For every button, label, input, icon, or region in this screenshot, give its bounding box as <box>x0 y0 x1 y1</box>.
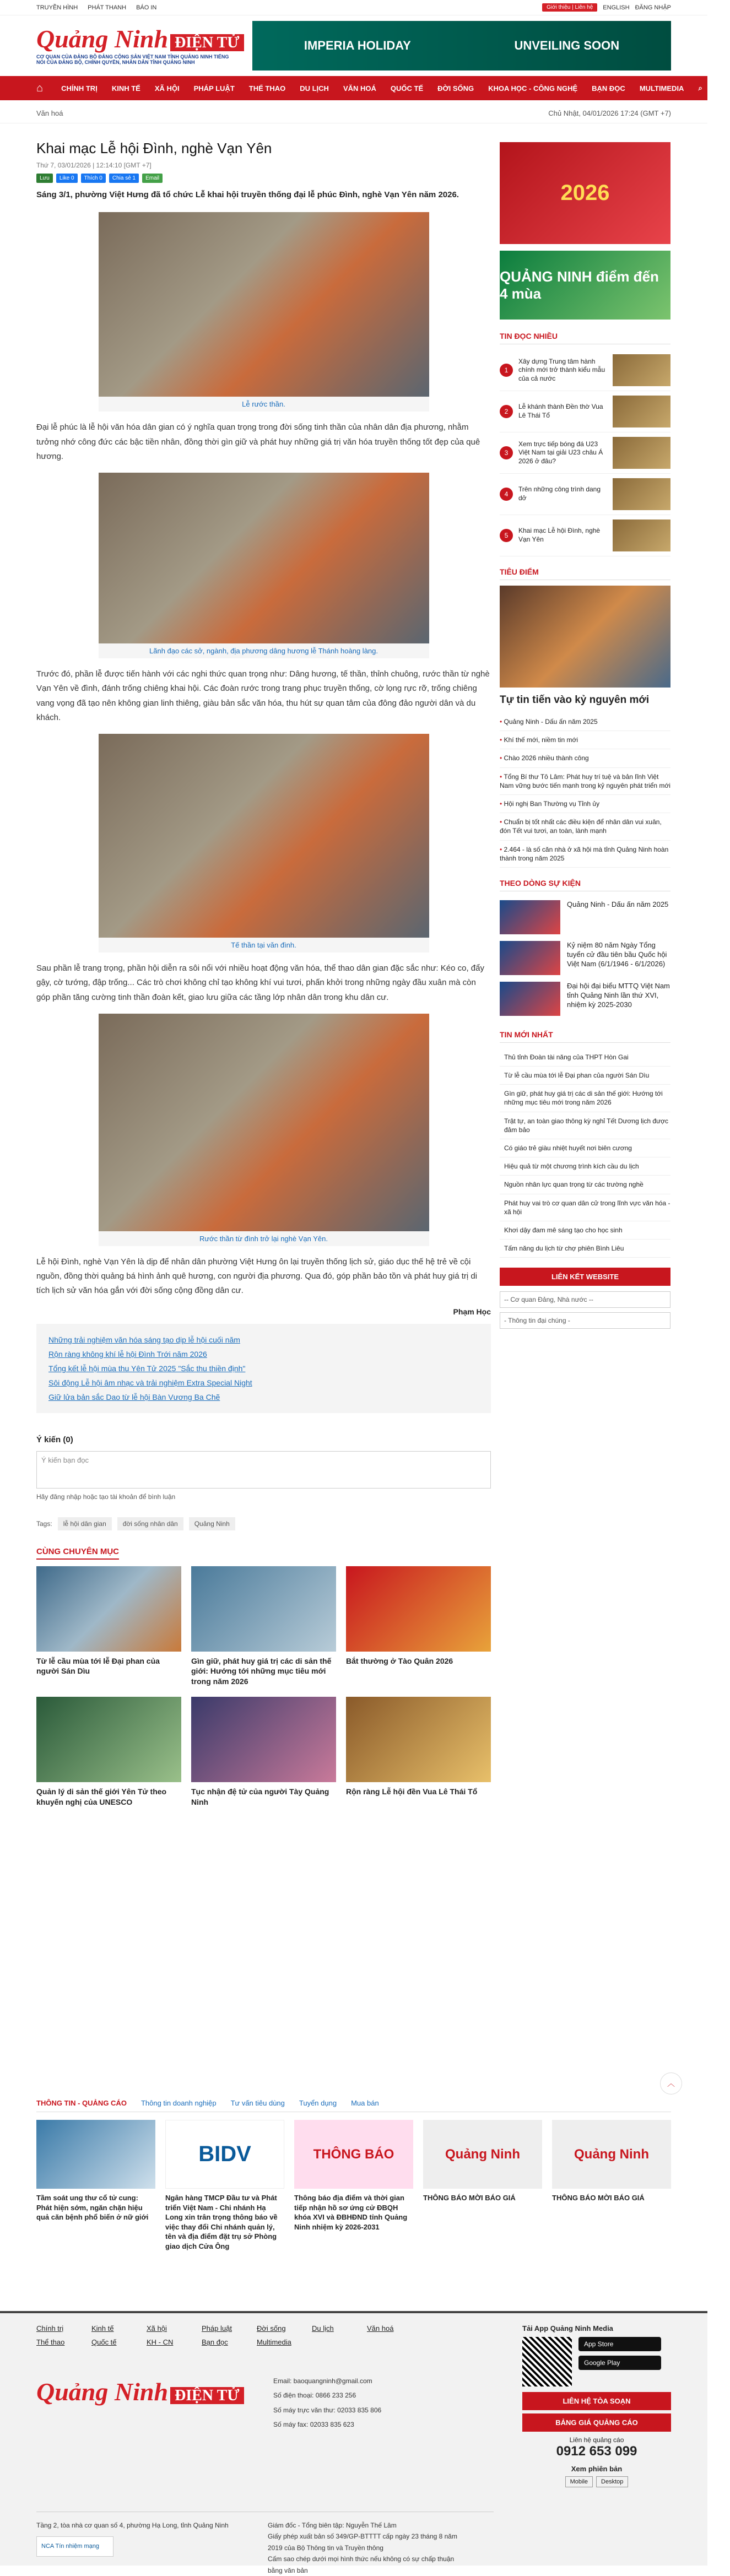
event-item[interactable]: Đại hội đại biểu MTTQ Việt Nam tỉnh Quảng Ninh lần thứ XVI, nhiệm kỳ 2025-2030 <box>500 978 670 1019</box>
footer-link[interactable]: Thể thao <box>36 2338 65 2346</box>
related-link[interactable]: Tổng kết lễ hội mùa thu Yên Tử 2025 "Sắc thu thiền định" <box>48 1363 246 1373</box>
sidebar-heading: TIN ĐỌC NHIỀU <box>500 332 670 344</box>
contact-newsroom-button[interactable]: LIÊN HỆ TÒA SOẠN <box>522 2392 671 2410</box>
mobile-button[interactable]: Mobile <box>565 2476 593 2487</box>
share-button[interactable]: Chia sẻ 1 <box>109 174 139 183</box>
sidebar-ad[interactable]: 2026 <box>500 142 670 244</box>
english-link[interactable]: ENGLISH <box>603 4 630 11</box>
ranked-item[interactable]: 2 Lễ khánh thành Đền thờ Vua Lê Thái Tổ <box>500 391 670 432</box>
article-sapo: Sáng 3/1, phường Việt Hưng đã tổ chức Lễ khai hội truyền thống đại lễ phúc Đình, nghè Vạn Yên năm 2026. <box>36 190 459 199</box>
back-to-top-icon[interactable]: ︿ <box>660 2072 682 2095</box>
list-item[interactable]: • Chuẩn bị tốt nhất các điều kiện để nhân dân vui xuân, đón Tết vui tươi, an toàn, lành mạnh <box>500 813 670 840</box>
list-item[interactable]: • Quảng Ninh - Dấu ấn năm 2025 <box>500 713 670 731</box>
related-list <box>36 1324 491 1413</box>
radio-link[interactable]: PHÁT THANH <box>88 4 127 11</box>
latest-item[interactable]: Có giáo trẻ giàu nhiệt huyết nơi biên cương <box>500 1139 670 1157</box>
tag[interactable]: Quảng Ninh <box>189 1517 235 1530</box>
news-card[interactable]: Tục nhận đệ tử của người Tày Quảng Ninh <box>191 1697 336 1807</box>
tab-ads[interactable]: THÔNG TIN - QUẢNG CÁO <box>36 2099 127 2107</box>
nav-item[interactable]: THỂ THAO <box>248 84 286 93</box>
nav-item[interactable]: KINH TẾ <box>111 84 140 93</box>
latest-item[interactable]: Gìn giữ, phát huy giá trị các di sản thế giới: Hướng tới những mục tiêu mới trong năm 2026 <box>500 1085 670 1112</box>
footer-link[interactable]: Văn hoá <box>367 2324 394 2333</box>
nca-badge[interactable]: NCA Tín nhiệm mạng <box>36 2536 113 2557</box>
nav-item[interactable]: QUỐC TẾ <box>390 84 424 93</box>
nav-item[interactable]: MULTIMEDIA <box>639 84 684 93</box>
email-button[interactable]: Email <box>142 174 163 183</box>
sidebar <box>500 142 670 1333</box>
caption: Rước thần từ đình trở lại nghè Vạn Yên. <box>99 1231 429 1246</box>
latest-item[interactable]: Trật tự, an toàn giao thông kỳ nghỉ Tết Dương lịch được đảm bảo <box>500 1112 670 1139</box>
tag[interactable]: lễ hội dân gian <box>58 1517 112 1530</box>
ranked-item[interactable]: 1 Xây dựng Trung tâm hành chính mới trở thành kiểu mẫu của cả nước <box>500 350 670 391</box>
footer-link[interactable]: KH - CN <box>147 2338 174 2346</box>
ad-card[interactable]: Quảng Ninh THÔNG BÁO MỜI BÁO GIÁ <box>423 2120 542 2251</box>
site-header <box>0 15 707 76</box>
sidebar-ad[interactable]: QUẢNG NINH điểm đến 4 mùa <box>500 251 670 320</box>
latest-item[interactable]: Nguồn nhân lực quan trọng từ các trường nghề <box>500 1176 670 1194</box>
footer-link[interactable]: Bạn đọc <box>202 2338 228 2346</box>
fb-like-button[interactable]: Thích 0 <box>81 174 106 183</box>
list-item[interactable]: • 2.464 - là số căn nhà ở xã hội mà tỉnh Quảng Ninh hoàn thành trong năm 2025 <box>500 841 670 868</box>
tag[interactable]: đời sống nhân dân <box>117 1517 183 1530</box>
latest-item[interactable]: Từ lễ cầu mùa tới lễ Đại phan của người Sán Dìu <box>500 1067 670 1085</box>
comment-heading: Ý kiến (0) <box>36 1435 73 1444</box>
footer-link[interactable]: Du lịch <box>312 2324 334 2333</box>
footer-contact: Email: baoquangninh@gmail.com Số điện thoại: 0866 233 256 Số máy trực văn thư: 02033 835 806 Số máy fax: 02033 835 623 <box>273 2377 382 2429</box>
nav-item[interactable]: KHOA HỌC - CÔNG NGHỆ <box>488 84 578 93</box>
ranked-item[interactable]: 5 Khai mạc Lễ hội Đình, nghè Vạn Yên <box>500 515 670 556</box>
sidebar-heading: TIÊU ĐIỂM <box>500 567 670 580</box>
photo <box>99 212 429 397</box>
news-card[interactable]: Từ lễ cầu mùa tới lễ Đại phan của người Sán Dìu <box>36 1566 181 1687</box>
menu-icon[interactable]: ☰ <box>716 84 723 92</box>
footer-link[interactable]: Multimedia <box>257 2338 291 2346</box>
paragraph: Sau phần lễ trang trọng, phần hội diễn ra sôi nổi với nhiều hoạt động văn hóa, thể thao dân gian đặc sắc như: Kéo co, đẩy gậy, cờ tướng, đập trống... Các trò chơi không chỉ tạo không khí vui tươi, phấn khởi trong những ngày đầu xuân mà còn góp phần tăng cường tinh thần đoàn kết, giao lưu giữa các tầng lớp nhân dân trong khu dân cư. <box>36 964 484 1002</box>
related-link[interactable]: Rộn ràng không khí lễ hội Đình Trới năm 2026 <box>48 1349 207 1359</box>
footer-link[interactable]: Đời sống <box>257 2324 286 2333</box>
site-logo[interactable]: Quảng Ninh ĐIỆN TỬ CƠ QUAN CỦA ĐẢNG BỘ ĐẢNG CỘNG SẢN VIỆT NAM TỈNH QUẢNG NINH TIẾNG NÓI CỦA ĐẢNG BỘ, CHÍNH QUYỀN, NHÂN DÂN TỈNH QUẢNG NINH <box>36 26 244 65</box>
app-store-button[interactable]: App Store <box>578 2337 661 2351</box>
article-column <box>36 137 491 1807</box>
comment-login-note[interactable]: Hãy đăng nhập hoặc tạo tài khoản để bình luận <box>36 1492 176 1501</box>
main-nav <box>0 76 723 100</box>
event-item[interactable]: Kỷ niệm 80 năm Ngày Tổng tuyển cử đầu tiên bầu Quốc hội Việt Nam (6/1/1946 - 6/1/2026) <box>500 938 670 978</box>
featured-title[interactable]: Tự tin tiến vào kỷ nguyên mới <box>500 694 650 706</box>
nav-item[interactable]: CHÍNH TRỊ <box>61 84 98 93</box>
contact-button[interactable]: Giới thiệu | Liên hệ <box>542 3 597 12</box>
footer-link[interactable]: Chính trị <box>36 2324 64 2333</box>
news-card[interactable]: Gìn giữ, phát huy giá trị các di sản thế giới: Hướng tới những mục tiêu mới trong năm 2026 <box>191 1566 336 1687</box>
login-link[interactable]: ĐĂNG NHẬP <box>635 4 671 11</box>
search-icon[interactable]: ⌕ <box>698 84 702 92</box>
share-bar <box>36 174 491 183</box>
comment-input[interactable]: Ý kiến bạn đọc <box>36 1451 491 1489</box>
hotline: 0912 653 099 <box>556 2444 637 2459</box>
tv-link[interactable]: TRUYỀN HÌNH <box>36 4 78 11</box>
paragraph: Lễ hội Đình, nghè Vạn Yên là dịp để nhân dân phường Việt Hưng ôn lại truyền thống lịch sử, giáo dục thế hệ trẻ về cội nguồn, đồng thời quảng bá hình ảnh quê hương, con người địa phương. Qua đó, góp phần bảo tồn và phát huy giá trị di tích lịch sử văn hóa gắn với đời sống cộng đồng dân cư. <box>36 1257 478 1296</box>
ranked-item[interactable]: 3 Xem trực tiếp bóng đá U23 Việt Nam tại giải U23 châu Á 2026 ở đâu? <box>500 432 670 474</box>
ad-card[interactable]: THÔNG BÁO Thông báo địa điểm và thời gian tiếp nhận hồ sơ ứng cử ĐBQH khóa XVI và ĐBHĐND tỉnh Quảng Ninh nhiệm kỳ 2026-2031 <box>294 2120 413 2251</box>
news-card[interactable]: Bắt thường ở Tào Quân 2026 <box>346 1566 491 1687</box>
caption: Tế thần tại văn đình. <box>99 938 429 953</box>
figure <box>99 473 429 658</box>
figure <box>99 734 429 953</box>
featured-photo[interactable] <box>500 586 670 688</box>
tab-buysell[interactable]: Mua bán <box>351 2099 379 2107</box>
google-play-button[interactable]: Google Play <box>578 2356 661 2370</box>
footer-link[interactable]: Quốc tế <box>91 2338 117 2346</box>
site-footer: Chính trị Kinh tế Xã hội Pháp luật Đời sống Du lịch Văn hoá Thể thao Quốc tế KH - CN Bạn đọc Multimedia Quảng Ninh ĐIỆN TỬ Email: baoquangninh@gmail.com Số điện thoại: 0866 233 256 Số máy trực văn thư: 02033 835 806 Số máy fax: 02033 835 623 Tải App Quảng Ninh Media App Store Google Play LIÊN HỆ TÒA SOẠN BẢNG GIÁ QUẢNG CÁO Liên hệ quảng cáo 0912 653 099 Xem phiên bản Mobile Desktop Tầng 2, tòa nhà cơ quan số 4, phường Hạ Long, tỉnh Quảng Ninh NCA Tín nhiệm mạng Giám đốc - Tổng biên tập: Nguyễn Thế Lâm Giấy phép xuất bản số 349/GP-BTTTT cấp ngày 23 tháng 8 năm 2019 của Bộ Thông tin và Truyền thông Cấm sao chép dưới mọi hình thức nếu không có sự chấp thuận bằng văn bản <box>0 2311 707 2566</box>
ads-section <box>36 2099 671 2251</box>
home-icon[interactable]: ⌂ <box>36 82 44 94</box>
header-banner-ad[interactable]: IMPERIA HOLIDAY UNVEILING SOON <box>252 21 671 71</box>
sidebar-heading: THEO DÒNG SỰ KIỆN <box>500 879 670 891</box>
footer-logo[interactable]: Quảng Ninh ĐIỆN TỬ <box>36 2379 257 2405</box>
article-title: Khai mạc Lễ hội Đình, nghè Vạn Yên <box>36 140 272 156</box>
media-select[interactable]: - Thông tin đại chúng - <box>500 1312 670 1329</box>
nav-item[interactable]: PHÁP LUẬT <box>193 84 235 93</box>
nav-item[interactable]: XÃ HỘI <box>154 84 180 93</box>
comment-section <box>36 1435 491 1501</box>
tab-consumer[interactable]: Tư vấn tiêu dùng <box>230 2099 285 2107</box>
nav-item[interactable]: BẠN ĐỌC <box>592 84 625 93</box>
photo <box>99 473 429 643</box>
section-heading: CÙNG CHUYÊN MỤC <box>36 1547 119 1560</box>
list-item[interactable]: • Tổng Bí thư Tô Lâm: Phát huy trí tuệ và bản lĩnh Việt Nam vững bước tiến mạnh trong kỷ nguyên phát triển mới <box>500 768 670 795</box>
nav-item[interactable]: ĐỜI SỐNG <box>437 84 474 93</box>
latest-item[interactable]: Tấm năng du lịch từ chợ phiên Bình Liêu <box>500 1240 670 1258</box>
desktop-button[interactable]: Desktop <box>596 2476 628 2487</box>
latest-item[interactable]: Hiệu quả từ một chương trình kích cầu du lịch <box>500 1157 670 1176</box>
footer-link[interactable]: Xã hội <box>147 2324 167 2333</box>
article-date: Thứ 7, 03/01/2026 | 12:14:10 [GMT +7] <box>36 161 152 169</box>
paragraph: Đại lễ phúc là lễ hội văn hóa dân gian có ý nghĩa quan trọng trong đời sống tinh thần của nhân dân địa phương, nhằm tưởng nhớ công đức các bậc tiền nhân, đồng thời gìn giữ và phát huy những giá trị văn hóa truyền thống tốt đẹp của quê hương. <box>36 423 480 461</box>
latest-item[interactable]: Khơi dậy đam mê sáng tạo cho học sinh <box>500 1221 670 1240</box>
ad-price-button[interactable]: BẢNG GIÁ QUẢNG CÁO <box>522 2413 671 2432</box>
related-link[interactable]: Giữ lửa bản sắc Dao từ lễ hội Bàn Vương Ba Chẽ <box>48 1392 220 1401</box>
latest-item[interactable]: Phát huy vai trò cơ quan dân cử trong lĩnh vực văn hóa - xã hội <box>500 1194 670 1221</box>
save-button[interactable]: Lưu <box>36 174 53 183</box>
footer-nav <box>36 2324 494 2346</box>
related-link[interactable]: Sôi động Lễ hội âm nhạc và trải nghiệm Extra Special Night <box>48 1378 252 1387</box>
tab-business[interactable]: Thông tin doanh nghiệp <box>140 2099 217 2107</box>
sidebar-heading: TIN MỚI NHẤT <box>500 1030 670 1043</box>
latest-item[interactable]: Thủ tỉnh Đoàn tài năng của THPT Hòn Gai <box>500 1048 670 1067</box>
footer-link[interactable]: Kinh tế <box>91 2324 114 2333</box>
caption: Lễ rước thần. <box>99 397 429 412</box>
list-item[interactable]: • Hội nghị Ban Thường vụ Tỉnh ủy <box>500 795 670 813</box>
tags <box>36 1517 491 1530</box>
ranked-item[interactable]: 4 Trên những công trình dang dở <box>500 474 670 515</box>
tab-jobs[interactable]: Tuyển dụng <box>299 2099 337 2107</box>
nav-item[interactable]: DU LỊCH <box>300 84 329 93</box>
link-website-heading: LIÊN KẾT WEBSITE <box>500 1268 670 1286</box>
photo <box>99 1014 429 1231</box>
news-card[interactable]: Quản lý di sản thế giới Yên Tử theo khuyến nghị của UNESCO <box>36 1697 181 1807</box>
figure <box>99 1014 429 1246</box>
footer-link[interactable]: Pháp luật <box>202 2324 232 2333</box>
agency-select[interactable]: -- Cơ quan Đảng, Nhà nước -- <box>500 1291 670 1308</box>
caption: Lãnh đạo các sở, ngành, địa phương dâng hương lễ Thánh hoàng làng. <box>99 643 429 658</box>
author: Phạm Học <box>453 1307 491 1316</box>
qr-code <box>522 2337 572 2386</box>
tags-label: Tags: <box>36 1519 52 1528</box>
like-button[interactable]: Like 0 <box>56 174 78 183</box>
ad-card[interactable]: Quảng Ninh THÔNG BÁO MỜI BÁO GIÁ <box>552 2120 671 2251</box>
print-link[interactable]: BÁO IN <box>136 4 157 11</box>
current-date: Chủ Nhật, 04/01/2026 17:24 (GMT +7) <box>548 109 671 117</box>
ad-card[interactable]: BIDV Ngân hàng TMCP Đầu tư và Phát triển Việt Nam - Chi nhánh Hạ Long xin trân trọng thông báo về việc thay đổi Chi nhánh quản lý, tên và địa điểm đặt trụ sở Phòng giao dịch Cửa Ông <box>165 2120 284 2251</box>
breadcrumb <box>0 100 707 123</box>
news-card[interactable]: Rộn ràng Lễ hội đền Vua Lê Thái Tổ <box>346 1697 491 1807</box>
figure <box>99 212 429 412</box>
top-bar <box>0 0 707 15</box>
footer-right: Tải App Quảng Ninh Media App Store Google Play LIÊN HỆ TÒA SOẠN BẢNG GIÁ QUẢNG CÁO Liên hệ quảng cáo 0912 653 099 Xem phiên bản Mobile Desktop <box>522 2324 671 2487</box>
nav-item[interactable]: VĂN HOÁ <box>343 84 376 93</box>
same-category-grid <box>36 1566 491 1807</box>
list-item[interactable]: • Chào 2026 nhiều thành công <box>500 749 670 767</box>
related-link[interactable]: Những trải nghiệm văn hóa sáng tạo dịp lễ hội cuối năm <box>48 1335 240 1344</box>
list-item[interactable]: • Khí thế mới, niềm tin mới <box>500 731 670 749</box>
category-link[interactable]: Văn hoá <box>36 109 63 117</box>
paragraph: Trước đó, phần lễ được tiến hành với các nghi thức quan trọng như: Dâng hương, tế thần, thỉnh chuông, rước thần từ nghè Vạn Yên về đình, đánh trống chiêng khai hội. Các đoàn rước trong trang phục truyền thống, cờ lọng rực rỡ, trống chiêng vang vọng đã tạo nên không gian linh thiêng, giàu bản sắc văn hóa, thu hút sự quan tâm của đông đảo người dân và du khách. <box>36 669 490 722</box>
photo <box>99 734 429 938</box>
event-item[interactable]: Quảng Ninh - Dấu ấn năm 2025 <box>500 897 670 938</box>
ad-card[interactable]: Tầm soát ung thư cổ tử cung: Phát hiện sớm, ngăn chặn hiệu quả căn bệnh phổ biến ở nữ giới <box>36 2120 155 2251</box>
